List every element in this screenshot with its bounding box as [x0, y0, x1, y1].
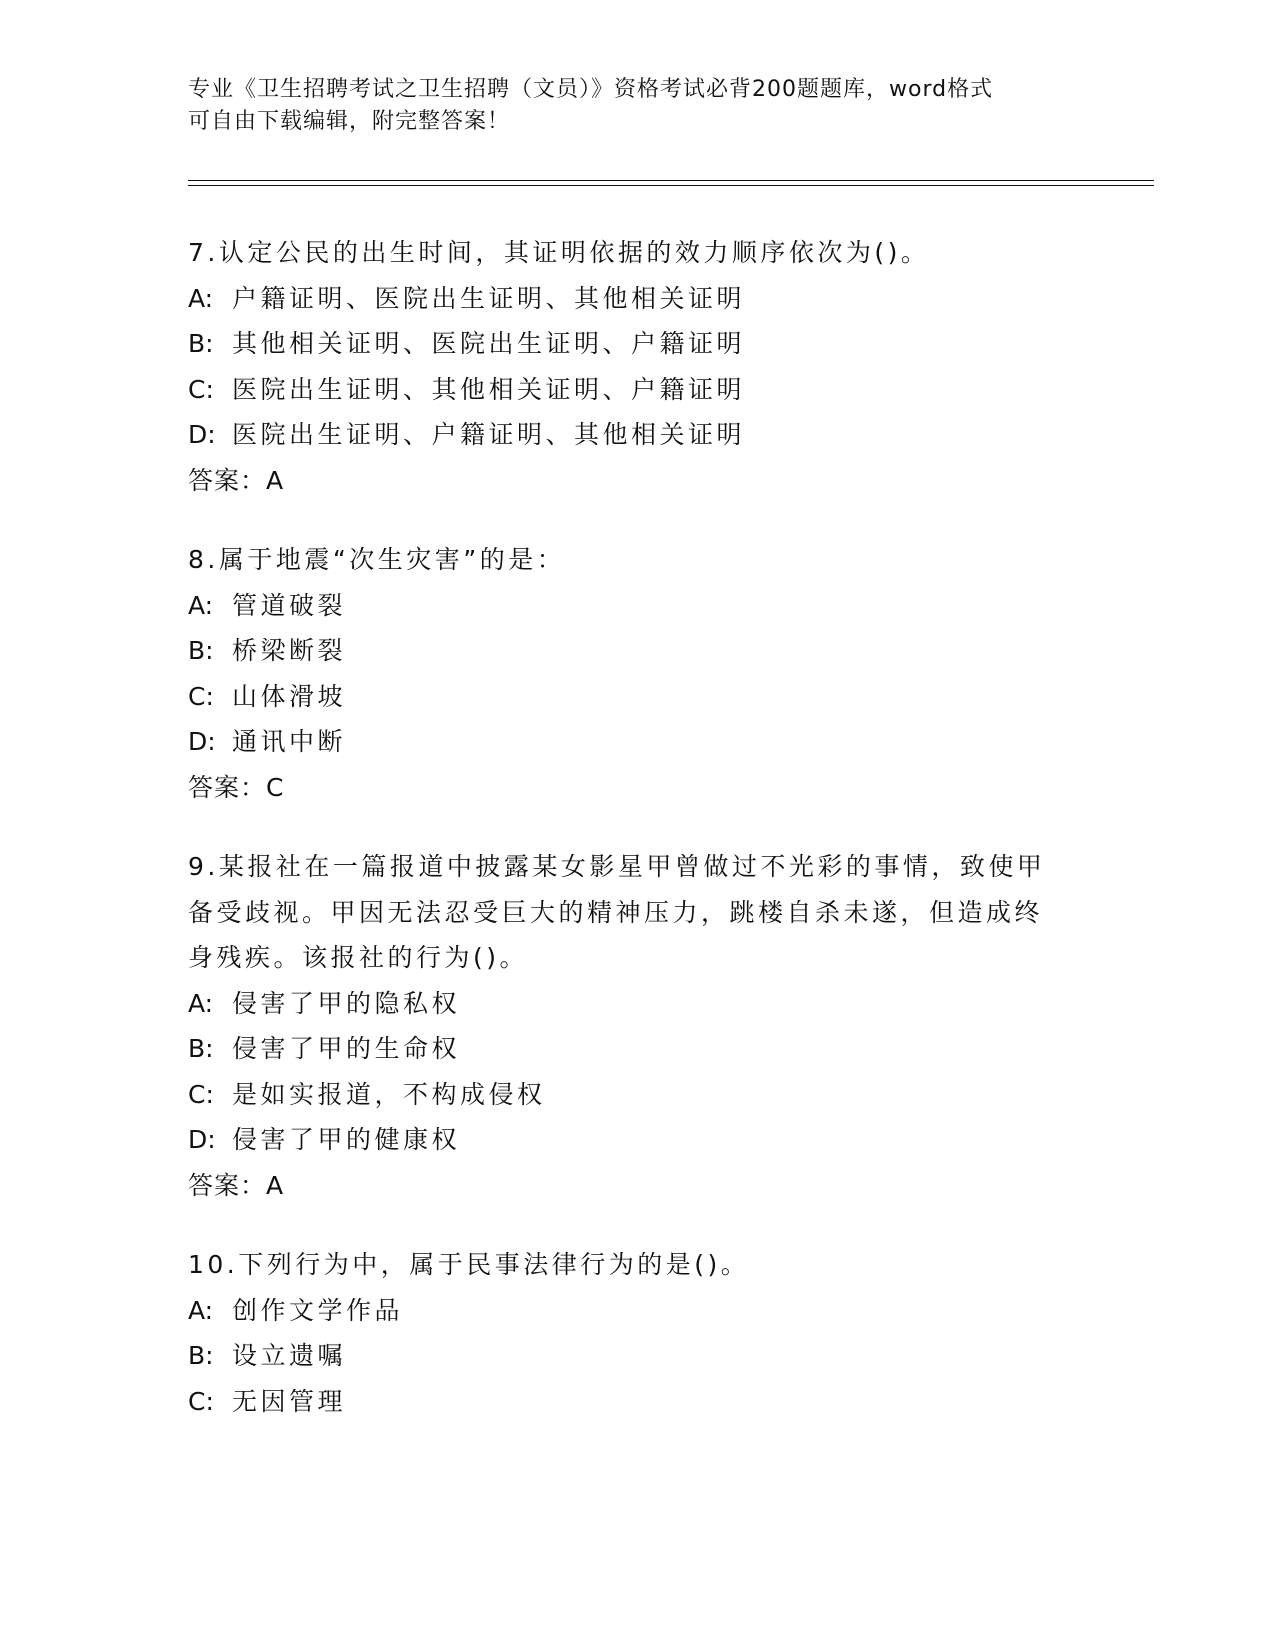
document-header [188, 74, 1068, 138]
option-letter: C: [188, 374, 214, 404]
option-text: 医院出生证明、户籍证明、其他相关证明 [232, 420, 746, 449]
question-8 [188, 537, 1088, 810]
option-text: 设立遗嘱 [232, 1341, 347, 1370]
option-text: 桥梁断裂 [232, 636, 347, 665]
question-7 [188, 230, 1088, 503]
option-text: 无因管理 [232, 1386, 347, 1416]
option-text: 户籍证明、医院出生证明、其他相关证明 [232, 283, 746, 313]
header-line-2: 可自由下载编辑，附完整答案！ [188, 109, 511, 134]
option-c [188, 1379, 1088, 1425]
option-a [188, 276, 1088, 322]
header-divider-top [188, 180, 1154, 181]
option-letter: A: [188, 590, 214, 620]
option-b [188, 1333, 1088, 1379]
option-letter: D: [188, 1125, 216, 1154]
option-letter: B: [188, 1034, 214, 1063]
option-text: 其他相关证明、医院出生证明、户籍证明 [232, 329, 746, 358]
option-c [188, 674, 1088, 720]
question-stem-line-3: 身残疾。该报社的行为()。 [188, 943, 529, 972]
option-b [188, 628, 1088, 674]
option-a [188, 1288, 1088, 1334]
question-stem: 8.属于地震“次生灾害”的是： [188, 545, 566, 574]
option-c [188, 1072, 1088, 1118]
option-letter: A: [188, 1295, 214, 1325]
option-text: 通讯中断 [232, 727, 347, 756]
option-text: 是如实报道，不构成侵权 [232, 1079, 546, 1109]
option-a [188, 981, 1088, 1027]
option-letter: B: [188, 636, 214, 665]
option-letter: D: [188, 727, 216, 756]
header-line-1: 专业《卫生招聘考试之卫生招聘（文员）》资格考试必背200题题库，word格式 [188, 77, 994, 102]
option-text: 医院出生证明、其他相关证明、户籍证明 [232, 374, 746, 404]
question-stem: 7.认定公民的出生时间，其证明依据的效力顺序依次为()。 [188, 238, 930, 267]
option-c [188, 367, 1088, 413]
option-letter: C: [188, 681, 214, 711]
option-d [188, 1117, 1088, 1163]
option-a [188, 583, 1088, 629]
option-text: 创作文学作品 [232, 1295, 404, 1325]
option-letter: C: [188, 1386, 214, 1416]
option-text: 侵害了甲的隐私权 [232, 988, 461, 1018]
option-letter: D: [188, 420, 216, 449]
option-letter: B: [188, 1341, 214, 1370]
option-text: 山体滑坡 [232, 681, 347, 711]
option-letter: A: [188, 988, 214, 1018]
option-letter: A: [188, 283, 214, 313]
question-stem: 10.下列行为中，属于民事法律行为的是()。 [188, 1250, 750, 1279]
question-list [188, 230, 1088, 1458]
answer-text: 答案：C [188, 772, 285, 802]
option-d [188, 719, 1088, 765]
option-b [188, 1026, 1088, 1072]
header-divider-bottom [188, 185, 1154, 186]
answer-text: 答案：A [188, 1170, 285, 1200]
question-9 [188, 844, 1088, 1208]
question-stem-line-1: 9.某报社在一篇报道中披露某女影星甲曾做过不光彩的事情，致使甲 [188, 852, 1046, 881]
option-text: 侵害了甲的健康权 [232, 1125, 461, 1154]
question-10 [188, 1242, 1088, 1424]
question-stem-line-2: 备受歧视。甲因无法忍受巨大的精神压力，跳楼自杀未遂，但造成终 [188, 897, 1044, 927]
option-text: 管道破裂 [232, 590, 347, 620]
option-letter: C: [188, 1079, 214, 1109]
option-d [188, 412, 1088, 458]
answer-text: 答案：A [188, 465, 285, 495]
option-b [188, 321, 1088, 367]
option-text: 侵害了甲的生命权 [232, 1034, 461, 1063]
option-letter: B: [188, 329, 214, 358]
